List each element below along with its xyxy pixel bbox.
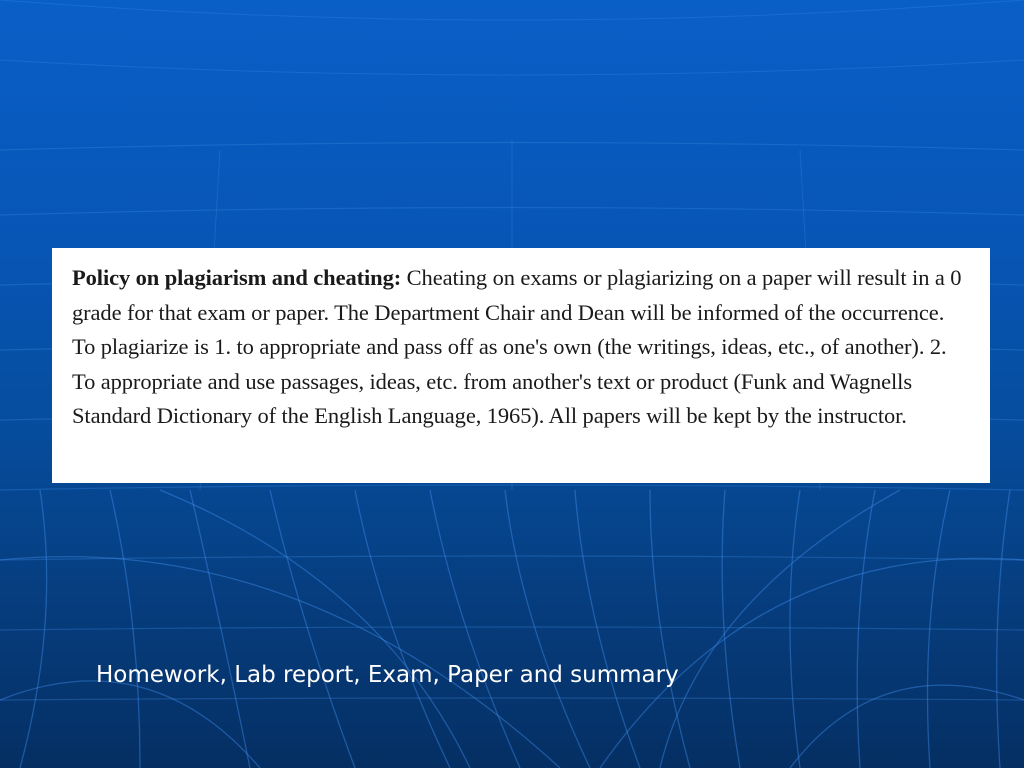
- slide-caption: Homework, Lab report, Exam, Paper and summary: [96, 662, 679, 688]
- policy-body: Cheating on exams or plagiarizing on a paper will result in a 0 grade for that exam or paper. The Department Chair and Dean will be informed of the occurrence. To plagiarize is 1. to appropriate and pass off as one's own (the writings, ideas, etc., of another). 2. To appropriate and use passages, ideas, etc. from another's text or product (Funk and Wagnells Standard Dictionary of the English Language, 1965). All papers will be kept by the instructor.: [72, 265, 962, 429]
- policy-text-box: [52, 248, 990, 483]
- policy-paragraph: [72, 261, 972, 434]
- policy-heading: Policy on plagiarism and cheating:: [72, 265, 402, 290]
